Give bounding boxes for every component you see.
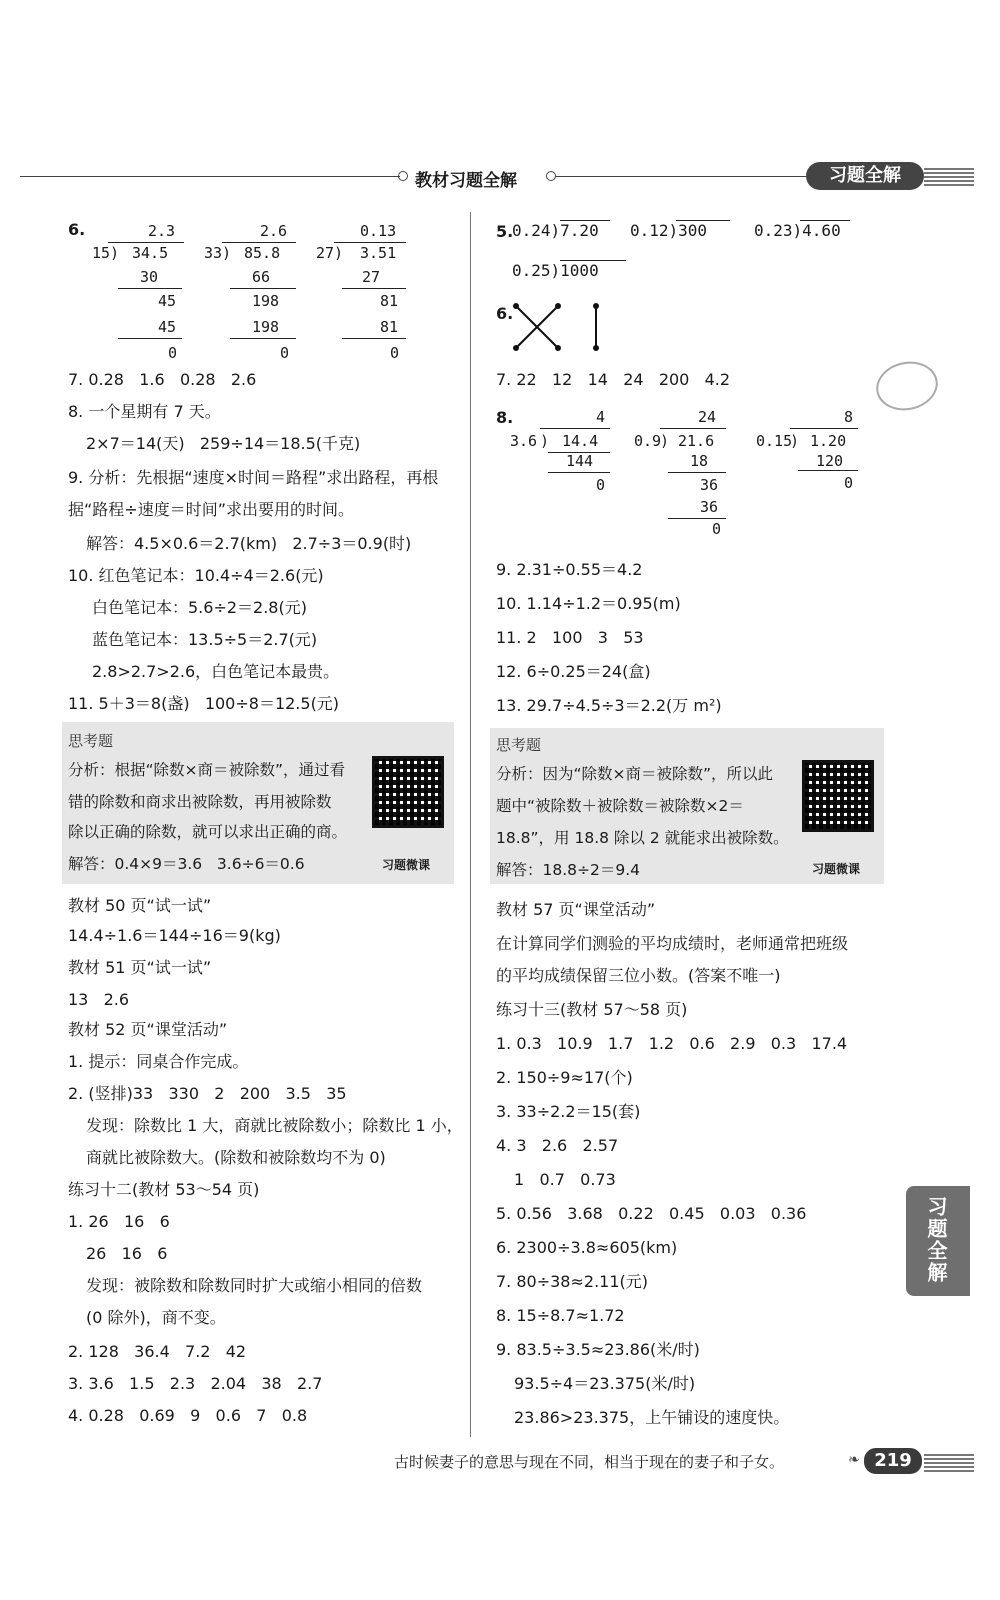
side-tab-label: 习题全解: [924, 1196, 948, 1284]
left-p50: 教材 50 页“试一试”: [68, 896, 212, 915]
div3-line: [342, 338, 406, 339]
match-dot: [555, 303, 561, 309]
right-q5-label: 5.: [496, 222, 514, 241]
match-dot: [593, 345, 599, 351]
left-ex12: 练习十二(教材 53～54 页): [68, 1180, 260, 1199]
div1-step: 45: [158, 318, 177, 336]
r8c-line: [798, 470, 858, 471]
header-rule-right: [556, 176, 806, 177]
r8a-step: 0: [596, 476, 606, 494]
think-right-line1: 分析：因为“除数×商＝被除数”，所以此: [496, 765, 774, 783]
div1-line: [118, 288, 182, 289]
header-stripes: [924, 166, 974, 186]
right-r4a: 4. 3 2.6 2.57: [496, 1136, 619, 1155]
right-p57: 教材 57 页“课堂活动”: [496, 900, 656, 919]
left-a2: 2. (竖排)33 330 2 200 3.5 35: [68, 1084, 347, 1103]
think-left-line2: 错的除数和商求出被除数，再用被除数: [68, 793, 332, 811]
div1-step: 45: [158, 292, 177, 310]
left-q6-label: 6.: [68, 220, 86, 239]
column-divider: [470, 212, 471, 1437]
div1-step: 0: [168, 344, 178, 362]
right-r3: 3. 33÷2.2＝15(套): [496, 1102, 641, 1121]
div2-line: [230, 338, 296, 339]
right-q5-bar: [560, 260, 626, 261]
div1-divisor: 15: [92, 244, 111, 262]
r8b-line: [668, 518, 726, 519]
right-q5-item: 0.25)1000: [512, 261, 599, 280]
r8b-step: 0: [712, 520, 722, 538]
r8c-step: 0: [844, 474, 854, 492]
left-q9c: 解答：4.5×0.6＝2.7(km) 2.7÷3＝0.9(时): [86, 534, 412, 553]
r8a-quotient: 4: [596, 408, 606, 426]
right-q5-bar: [800, 220, 850, 221]
div3-line: [342, 288, 406, 289]
right-r9b: 93.5÷4＝23.375(米/时): [514, 1374, 696, 1393]
div2-divisor: 33: [204, 244, 223, 262]
div2-step: 0: [280, 344, 290, 362]
right-q10: 10. 1.14÷1.2＝0.95(m): [496, 594, 681, 613]
r8b-step: 18: [690, 452, 709, 470]
left-q10c: 蓝色笔记本：13.5÷5＝2.7(元): [92, 630, 318, 649]
think-right-line2: 题中“被除数＋被除数＝被除数×2＝: [496, 797, 744, 815]
r8b-bracket: ): [660, 432, 670, 450]
right-r2: 2. 150÷9≈17(个): [496, 1068, 633, 1087]
right-r9c: 23.86>23.375，上午铺设的速度快。: [514, 1408, 790, 1427]
left-q11: 11. 5＋3＝8(盏) 100÷8＝12.5(元): [68, 694, 340, 713]
r8c-step: 120: [816, 452, 844, 470]
left-p52: 教材 52 页“课堂活动”: [68, 1020, 228, 1039]
div1-bar: [108, 242, 184, 243]
r8b-bar: [660, 428, 726, 429]
think-title-left: 思考题: [68, 732, 114, 750]
right-q9: 9. 2.31÷0.55＝4.2: [496, 560, 643, 579]
right-r5: 5. 0.56 3.68 0.22 0.45 0.03 0.36: [496, 1204, 807, 1223]
left-q9a: 9. 分析：先根据“速度×时间＝路程”求出路程，再根: [68, 468, 439, 487]
r8a-divisor: 3.6: [510, 432, 538, 450]
think-left-line1: 分析：根据“除数×商＝被除数”，通过看: [68, 761, 346, 779]
r8c-bracket: ): [790, 432, 800, 450]
header-tab: 习题全解: [806, 162, 924, 190]
right-q5-bar: [560, 220, 610, 221]
right-q8-label: 8.: [496, 408, 514, 427]
div3-step: 81: [380, 292, 399, 310]
div1-bracket: ): [110, 244, 120, 262]
left-q7: 7. 0.28 1.6 0.28 2.6: [68, 370, 257, 389]
stamp-seal: [872, 356, 943, 416]
right-q12: 12. 6÷0.25＝24(盒): [496, 662, 651, 681]
r8c-divisor: 0.15: [756, 432, 793, 450]
left-q8a: 8. 一个星期有 7 天。: [68, 402, 221, 421]
matching-diagram: [508, 298, 608, 358]
think-right-line4: 解答：18.8÷2＝9.4: [496, 861, 641, 879]
header-dot-left: [398, 171, 408, 181]
div3-step: 81: [380, 318, 399, 336]
left-p50-answer: 14.4÷1.6＝144÷16＝9(kg): [68, 926, 281, 945]
left-e1b: 26 16 6: [86, 1244, 168, 1263]
div2-dividend: 85.8: [244, 244, 281, 262]
div1-line: [118, 338, 182, 339]
left-q8b: 2×7＝14(天) 259÷14＝18.5(千克): [86, 434, 361, 453]
side-tab[interactable]: [906, 1186, 970, 1296]
left-e3: 3. 3.6 1.5 2.3 2.04 38 2.7: [68, 1374, 323, 1393]
left-a2-finding1: 发现：除数比 1 大，商就比被除数小；除数比 1 小，: [86, 1116, 463, 1135]
r8c-quotient: 8: [844, 408, 854, 426]
left-a1: 1. 提示：同桌合作完成。: [68, 1052, 249, 1071]
left-e2: 2. 128 36.4 7.2 42: [68, 1342, 247, 1361]
right-r1: 1. 0.3 10.9 1.7 1.2 0.6 2.9 0.3 17.4: [496, 1034, 848, 1053]
think-left-line3: 除以正确的除数，就可以求出正确的商。: [68, 823, 348, 841]
header-dot-right: [546, 171, 556, 181]
div3-bar: [334, 242, 406, 243]
div3-dividend: 3.51: [360, 244, 397, 262]
div1-step: 30: [140, 268, 159, 286]
right-q5-item: 0.24)7.20: [512, 221, 599, 240]
r8a-step: 144: [566, 452, 594, 470]
div3-quotient: 0.13: [360, 222, 397, 240]
div2-line: [230, 288, 296, 289]
div3-divisor: 27: [316, 244, 335, 262]
qr-caption-left: 习题微课: [382, 858, 431, 872]
right-r8: 8. 15÷8.7≈1.72: [496, 1306, 625, 1325]
left-q10b: 白色笔记本：5.6÷2＝2.8(元): [92, 598, 307, 617]
right-q5-item: 0.12)300: [630, 221, 708, 240]
header-rule: [20, 176, 400, 177]
right-q11: 11. 2 100 3 53: [496, 628, 644, 647]
right-ex13: 练习十三(教材 57～58 页): [496, 1000, 688, 1019]
right-q6-label: 6.: [496, 304, 514, 323]
r8a-bracket: ): [540, 432, 550, 450]
match-dot: [513, 345, 519, 351]
r8b-quotient: 24: [698, 408, 717, 426]
r8b-line: [668, 472, 726, 473]
right-q5-item: 0.23)4.60: [754, 221, 841, 240]
div3-step: 27: [362, 268, 381, 286]
right-p57-line1: 在计算同学们测验的平均成绩时，老师通常把班级: [496, 934, 849, 953]
qr-code-left[interactable]: [372, 756, 444, 828]
qr-caption-right: 习题微课: [812, 862, 861, 876]
right-q7: 7. 22 12 14 24 200 4.2: [496, 370, 731, 389]
leaf-icon: ❧: [848, 1452, 860, 1468]
match-dot: [593, 303, 599, 309]
think-right-line3: 18.8”，用 18.8 除以 2 就能求出被除数。: [496, 829, 789, 847]
div3-step: 0: [390, 344, 400, 362]
match-dot: [555, 345, 561, 351]
div2-step: 66: [252, 268, 271, 286]
r8c-dividend: 1.20: [810, 432, 847, 450]
div2-step: 198: [252, 318, 280, 336]
r8a-line: [548, 472, 610, 473]
footer-note: 古时候妻子的意思与现在不同，相当于现在的妻子和子女。: [394, 1453, 785, 1471]
left-p51: 教材 51 页“试一试”: [68, 958, 212, 977]
left-a2-finding2: 商就比被除数大。(除数和被除数均不为 0): [86, 1148, 386, 1167]
left-e1-finding2: (0 除外)，商不变。: [86, 1308, 226, 1327]
right-q13: 13. 29.7÷4.5÷3＝2.2(万 m²): [496, 696, 722, 715]
left-q10d: 2.8>2.7>2.6，白色笔记本最贵。: [92, 662, 340, 681]
r8b-divisor: 0.9: [634, 432, 662, 450]
r8a-dividend: 14.4: [562, 432, 599, 450]
div2-step: 198: [252, 292, 280, 310]
qr-code-right[interactable]: [802, 760, 874, 832]
page-number: 219: [864, 1448, 922, 1474]
div3-bracket: ): [334, 244, 344, 262]
div2-bracket: ): [222, 244, 232, 262]
div1-dividend: 34.5: [132, 244, 169, 262]
div2-quotient: 2.6: [260, 222, 288, 240]
r8b-step: 36: [700, 476, 719, 494]
left-q10a: 10. 红色笔记本：10.4÷4＝2.6(元): [68, 566, 324, 585]
right-p57-line2: 的平均成绩保留三位小数。(答案不唯一): [496, 966, 781, 985]
r8b-step: 36: [700, 498, 719, 516]
r8c-bar: [790, 428, 858, 429]
footer-stripes: [924, 1452, 974, 1472]
left-e1a: 1. 26 16 6: [68, 1212, 170, 1231]
think-title-right: 思考题: [496, 736, 542, 754]
div1-quotient: 2.3: [148, 222, 176, 240]
right-r6: 6. 2300÷3.8≈605(km): [496, 1238, 678, 1257]
right-r4b: 1 0.7 0.73: [514, 1170, 616, 1189]
r8a-bar: [540, 428, 610, 429]
right-q5-bar: [676, 220, 730, 221]
left-p51-answer: 13 2.6: [68, 990, 130, 1009]
left-e4: 4. 0.28 0.69 9 0.6 7 0.8: [68, 1406, 308, 1425]
div2-bar: [222, 242, 296, 243]
right-r9a: 9. 83.5÷3.5≈23.86(米/时): [496, 1340, 700, 1359]
header-title: 教材习题全解: [415, 171, 517, 191]
left-q9b: 据“路程÷速度＝时间”求出要用的时间。: [68, 500, 354, 519]
match-dot: [513, 303, 519, 309]
right-r7: 7. 80÷38≈2.11(元): [496, 1272, 648, 1291]
left-e1-finding1: 发现：被除数和除数同时扩大或缩小相同的倍数: [86, 1276, 423, 1295]
r8b-dividend: 21.6: [678, 432, 715, 450]
think-left-line4: 解答：0.4×9＝3.6 3.6÷6＝0.6: [68, 855, 305, 873]
